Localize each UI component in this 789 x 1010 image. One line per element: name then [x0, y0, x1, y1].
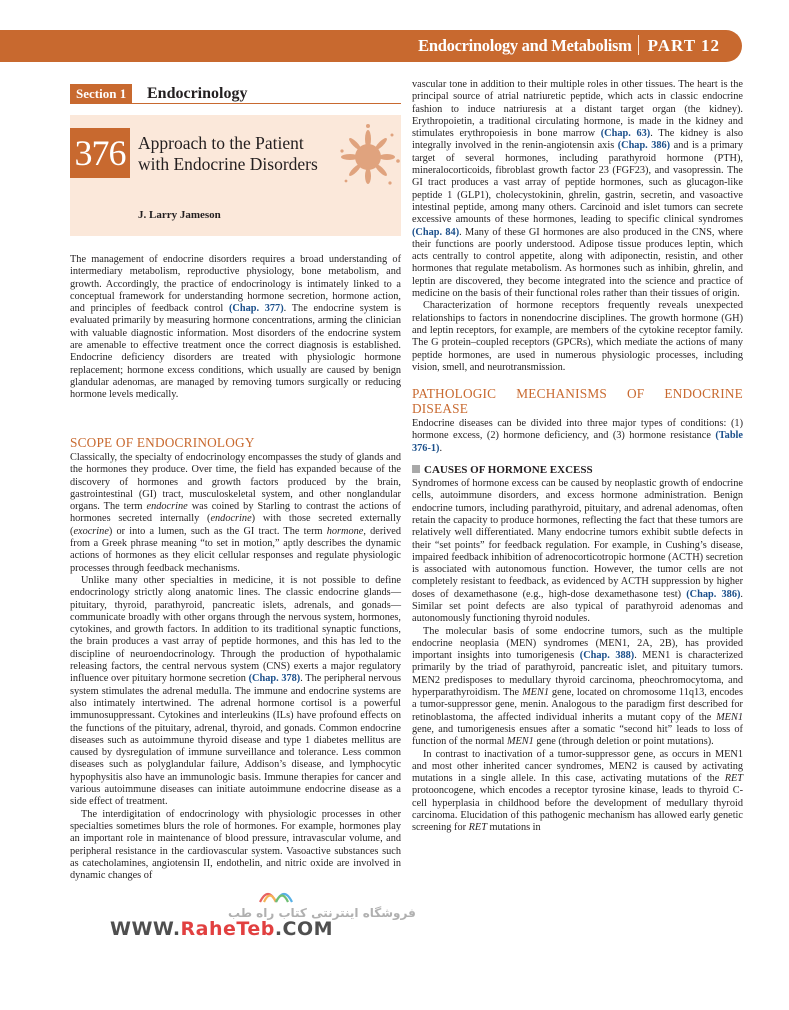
pathologic-heading: PATHOLOGIC MECHANISMS OF ENDOCRINE DISEASE [412, 386, 743, 417]
scope-paragraph-2: Unlike many other specialties in medicine, it is not possible to define endocrinology strictly along anatomic lines. The classic endocrine glands—pituitary, thyroid, parathyroid, pancreatic islets, adrenals, and gonads—communicate broadly with other organs through the nervous system, hormones, cytokines, and growth factors. In addition to its traditional synaptic functions, the brain produces a vast array of peptide hormones, and this has led to the discipline of neuroendocrinology. Through the production of hypothalamic releasing factors, the central nervous system (CNS) exerts a major regulatory influence over pituitary hormone secretion (Chap. 378). The peripheral nervous system stimulates the adrenal medulla. The immune and endocrine systems are also intimately intertwined. The adrenal hormone cortisol is a powerful immunosuppressant. Cytokines and interleukins (ILs) have profound effects on the functions of the pituitary, adrenal, thyroid, and gonads. Common endocrine diseases such as autoimmune thyroid disease and type 1 diabetes mellitus are caused by dysregulation of immune surveillance and tolerance. Less common diseases such as polyglandular failure, Addison’s disease, and lymphocytic hypophysitis also have an immunologic basis. Immune therapies for cancer and various autoimmune diseases can initiate autoimmune endocrine disease as a side effect of treatment. [70, 574, 401, 808]
chapter-reference-link[interactable]: (Chap. 386) [617, 140, 671, 152]
section-label [70, 84, 401, 104]
square-bullet-icon [412, 465, 420, 473]
chapter-number: 376 [70, 128, 130, 178]
chapter-reference-link[interactable]: (Chap. 378) [248, 673, 301, 685]
right-column [412, 79, 743, 835]
excess-paragraph-2: The molecular basis of some endocrine tumors, such as the multiple endocrine neoplasia (MEN) syndromes (MEN1, 2A, 2B), has provided important insights into tumorigenesis (Chap. 388). MEN1 is characterized primarily by the triad of parathyroid, pancreatic islet, and pituitary tumors. MEN2 predisposes to medullary thyroid carcinoma, pheochromocytoma, and hyperparathyroidism. The MEN1 gene, located on chromosome 11q13, encodes a tumor-suppressor gene, menin. Analogous to the paradigm first described for retinoblastoma, the affected individual inherits a mutant copy of the MEN1 gene, and tumorigenesis ensues after a somatic “second hit” leads to loss of function of the normal MEN1 gene (through deletion or point mutations). [412, 625, 743, 748]
watermark [110, 880, 416, 940]
pathologic-paragraph: Endocrine diseases can be divided into three major types of conditions: (1) hormone excess, (2) hormone deficiency, and (3) hormone resistance (Table 376-1). [412, 418, 743, 454]
watermark-url: WWW.RaheTeb.COM [110, 918, 334, 940]
intro-paragraph: The management of endocrine disorders requires a broad understanding of intermediary metabolism, reproductive physiology, bone metabolism, and growth. Accordingly, the practice of endocrinology is intimately linked to a conceptual framework for understanding hormone secretion, hormone action, and principles of feedback control (Chap. 377). The endocrine system is evaluated primarily by measuring hormone concentrations, arming the clinician with valuable diagnostic information. Most disorders of the endocrine system are amenable to effective treatment once the correct diagnosis is established. Endocrine deficiency disorders are treated with physiologic hormone replacement; hormone excess conditions, which usually are caused by benign glandular adenomas, are managed by removing tumors surgically or reducing hormone levels medically. [70, 254, 401, 401]
table-reference-link[interactable]: (Table 376-1) [412, 430, 743, 454]
chapter-title-box [70, 115, 401, 236]
chapter-title: Approach to the Patient with Endocrine Disorders [138, 133, 318, 174]
chapter-reference-link[interactable]: (Chap. 84) [412, 226, 460, 238]
excess-paragraph-1: Syndromes of hormone excess can be caused by neoplastic growth of endocrine cells, autoimmune disorders, and excess hormone administration. Benign endocrine tumors, including parathyroid, pituitary, and adrenal adenomas, often retain the capacity to produce hormones, reflecting the fact that these tumors are relatively well differentiated. Many endocrine tumors exhibit subtle defects in their “set points” for feedback regulation. For example, in Cushing’s disease, impaired feedback inhibition of adrenocorticotropic hormone (ACTH) secretion is associated with autonomous function. However, the tumor cells are not completely resistant to feedback, as evidenced by ACTH suppression by higher doses of dexamethasone (e.g., high-dose dexamethasone test) (Chap. 386). Similar set point defects are also typical of parathyroid adenomas and autonomously functioning thyroid nodules. [412, 478, 743, 625]
running-header-text [418, 30, 720, 62]
header-divider [638, 35, 639, 55]
running-title: Endocrinology and Metabolism [418, 36, 632, 55]
running-header-banner [0, 30, 742, 62]
scope-paragraph-4: Characterization of hormone receptors frequently reveals unexpected relationships to factors in nonendocrine disciplines. The growth hormone (GH) and leptin receptors, for example, are members of the cytokine receptor family. The G protein–coupled receptors (GPCRs), which mediate the actions of many peptide hormones, are used in numerous physiologic processes, including vision, smell, and neurotransmission. [412, 300, 743, 373]
excess-paragraph-3: In contrast to inactivation of a tumor-suppressor gene, as occurs in MEN1 and most other inherited cancer syndromes, MEN2 is caused by activating mutations in a single allele. In this case, activating mutations of the RET protooncogene, which encodes a receptor tyrosine kinase, leads to thyroid C-cell hyperplasia in childhood before the development of medullary thyroid carcinoma. Elucidation of this pathogenic mechanism has allowed early genetic screening for RET mutations in [412, 748, 743, 834]
part-label: PART 12 [647, 36, 720, 55]
watermark-persian-text: فروشگاه اینترنتی کتاب راه طب [228, 906, 416, 920]
chapter-reference-link[interactable]: (Chap. 377) [229, 303, 284, 315]
section-name: Endocrinology [147, 85, 248, 102]
scope-paragraph-1: Classically, the specialty of endocrinology encompasses the study of glands and the hormones they produce. Over time, the field has expanded because of the discovery of hormones and growth factors produced by the brain, gastrointestinal (GI) tract, musculoskeletal system, and other nonglandular organs. The term endocrine was coined by Starling to contrast the actions of hormones secreted internally (endocrine) with those secreted externally (exocrine) or into a lumen, such as the GI tract. The term hormone, derived from a Greek phrase meaning “to set in motion,” aptly describes the dynamic actions of hormones as they elicit cellular responses and regulate physiologic processes through feedback mechanisms. [70, 452, 401, 574]
chapter-reference-link[interactable]: (Chap. 388) [579, 650, 635, 662]
scope-paragraph-3: The interdigitation of endocrinology with physiologic processes in other specialties sometimes blurs the role of hormones. For example, hormones play an important role in maintenance of blood pressure, intravascular volume, and peripheral resistance in the cardiovascular system. Vasoactive substances such as catecholamines, angiotensin II, endothelin, and nitric oxide are involved in dynamic changes of [70, 808, 401, 882]
hormone-excess-heading: CAUSES OF HORMONE EXCESS [412, 464, 743, 477]
chapter-reference-link[interactable]: (Chap. 386) [686, 588, 741, 600]
chapter-author: J. Larry Jameson [138, 209, 221, 221]
chapter-reference-link[interactable]: (Chap. 63) [600, 128, 651, 140]
scope-heading: SCOPE OF ENDOCRINOLOGY [70, 435, 255, 450]
ink-splash-illustration [332, 121, 401, 193]
section-number: Section 1 [70, 84, 132, 103]
intro-paragraph-block [70, 254, 401, 402]
scope-section [70, 435, 401, 882]
scope-paragraph-3-continued: vascular tone in addition to their multiple roles in other tissues. The heart is the principal source of atrial natriuretic peptide, which acts in classic endocrine fashion to induce natriuresis at a distant target organ (the kidney). Erythropoietin, a traditional circulating hormone, is made in the kidney and stimulates erythropoiesis in bone marrow (Chap. 63). The kidney is also integrally involved in the renin-angiotensin axis (Chap. 386) and is a primary target of several hormones, including parathyroid hormone (PTH), mineralocorticoids, fibroblast growth factor 23 (FGF23), and vasopressin. The GI tract produces a vast array of peptide hormones, such as glucagon-like peptide 1 (GLP1), cholecystokinin, ghrelin, gastrin, secretin, and vasoactive intestinal peptide, among many others. Carcinoid and islet tumors can secrete excessive amounts of these hormones, leading to specific clinical syndromes (Chap. 84). Many of these GI hormones are also produced in the CNS, where their functions are poorly understood. Adipose tissue produces leptin, which acts centrally to control appetite, along with adiponectin, resistin, and other hormones that regulate metabolism. As hormones such as inhibin, ghrelin, and leptin are discovered, they become integrated into the science and practice of medicine on the basis of their functional roles rather than their tissues of origin. [412, 79, 744, 300]
book-logo-icon [256, 880, 296, 906]
